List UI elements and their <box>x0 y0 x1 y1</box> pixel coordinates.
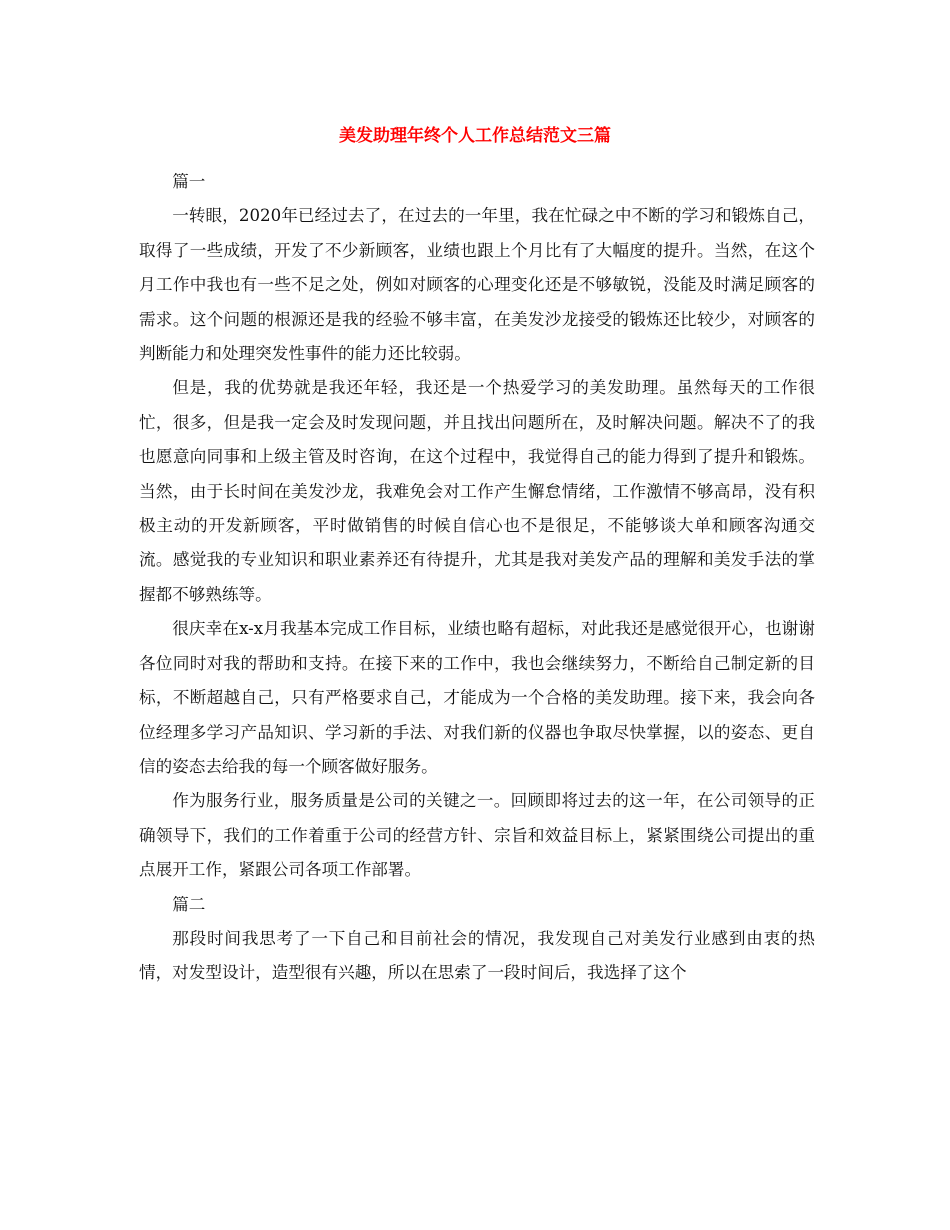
document-body <box>139 158 815 991</box>
section-1 <box>139 165 815 888</box>
section-2 <box>139 888 815 991</box>
paragraph: 那段时间我思考了一下自己和目前社会的情况，我发现自己对美发行业感到由衷的热情，对发型设计，造型很有兴趣，所以在思索了一段时间后，我选择了这个 <box>139 928 815 983</box>
paragraph: 很庆幸在x-x月我基本完成工作目标，业绩也略有超标，对此我还是感觉很开心，也谢谢各位同时对我的帮助和支持。在接下来的工作中，我也会继续努力，不断给自己制定新的目标，不断超越自己，只有严格要求自己，才能成为一个合格的美发助理。接下来，我会向各位经理多学习产品知识、学习新的手法、对我们新的仪器也争取尽快掌握，以的姿态、更自信的姿态去给我的每一个顾客做好服务。 <box>139 619 815 776</box>
section-heading: 篇一 <box>172 172 206 191</box>
document-title: 美发助理年终个人工作总结范文三篇 <box>339 126 611 146</box>
paragraph: 一转眼，2020年已经过去了，在过去的一年里，我在忙碌之中不断的学习和锻炼自己，取得了一些成绩，开发了不少新顾客，业绩也跟上个月比有了大幅度的提升。当然，在这个月工作中我也有一些不足之处，例如对顾客的心理变化还是不够敏锐，没能及时满足顾客的需求。这个问题的根源还是我的经验不够丰富，在美发沙龙接受的锻炼还比较少，对顾客的判断能力和处理突发性事件的能力还比较弱。 <box>139 206 815 364</box>
paragraph: 作为服务行业，服务质量是公司的关键之一。回顾即将过去的这一年，在公司领导的正确领导下，我们的工作着重于公司的经营方针、宗旨和效益目标上，紧紧围绕公司提出的重点展开工作，紧跟公司各项工作部署。 <box>139 791 815 880</box>
section-heading: 篇二 <box>172 894 206 914</box>
paragraph: 但是，我的优势就是我还年轻，我还是一个热爱学习的美发助理。虽然每天的工作很忙，很多，但是我一定会及时发现问题，并且找出问题所在，及时解决问题。解决不了的我也愿意向同事和上级主管及时咨询，在这个过程中，我觉得自己的能力得到了提升和锻炼。当然，由于长时间在美发沙龙，我难免会对工作产生懈怠情绪，工作激情不够高昂，没有积极主动的开发新顾客，平时做销售的时候自信心也不是很足，不能够谈大单和顾客沟通交流。感觉我的专业知识和职业素养还有待提升，尤其是我对美发产品的理解和美发手法的掌握都不够熟练等。 <box>139 378 815 604</box>
